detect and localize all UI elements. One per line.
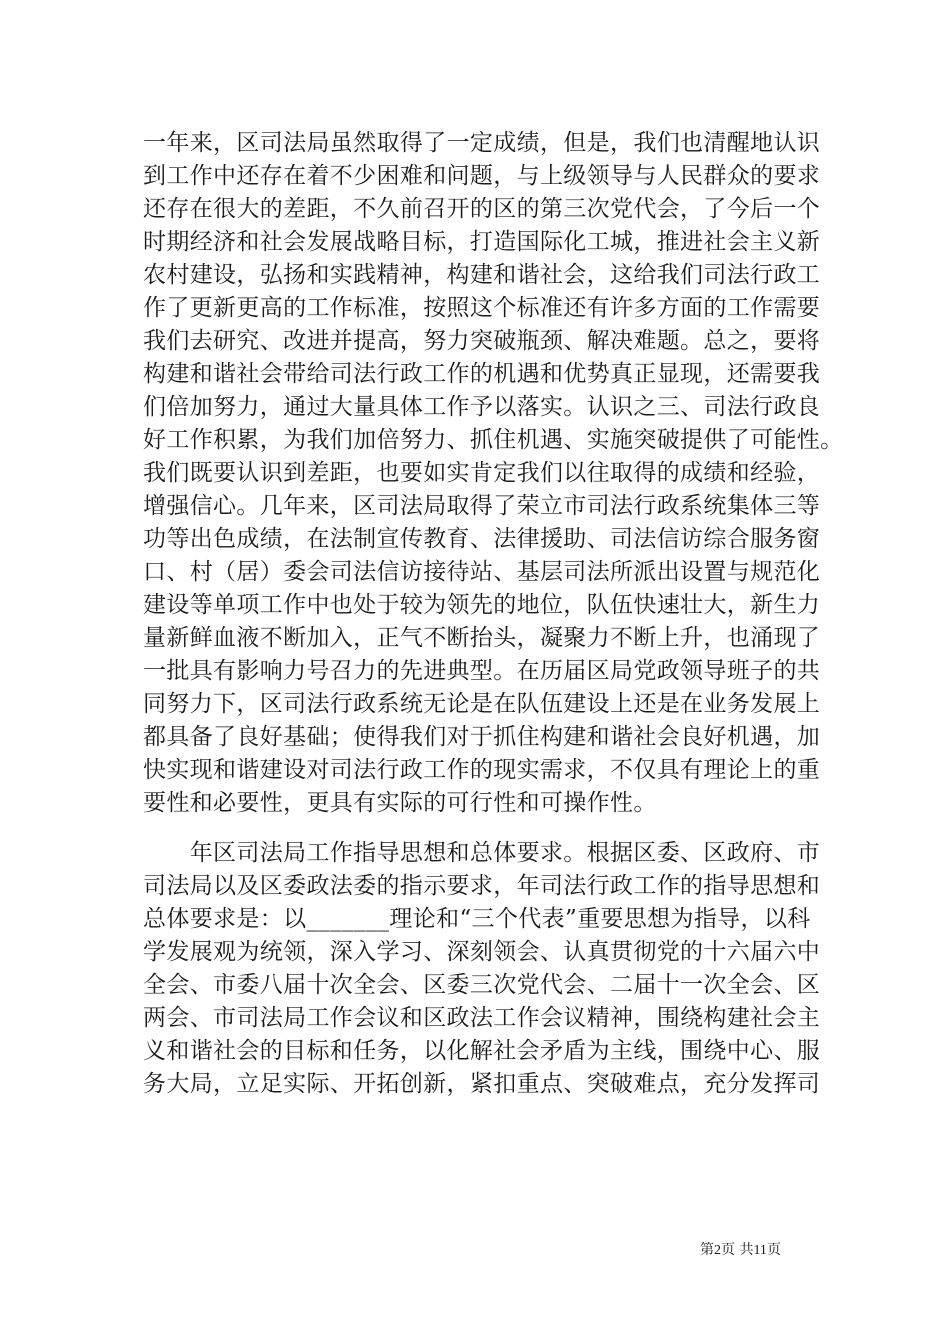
text-line: 我们去研究、改进并提高，努力突破瓶颈、解决难题。总之，要将 bbox=[143, 328, 821, 354]
total-pages-number: 11 bbox=[753, 1243, 767, 1258]
text-line: 好工作积累，为我们加倍努力、抓住机遇、实施突破提供了可能性。 bbox=[143, 427, 844, 453]
text-line: 要性和必要性，更具有实际的可行性和可操作性。 bbox=[143, 790, 657, 816]
text-line: 一年来，区司法局虽然取得了一定成绩，但是，我们也清醒地认识 bbox=[143, 130, 821, 156]
text-line: 农村建设，弘扬和实践精神，构建和谐社会，这给我们司法行政工 bbox=[143, 262, 821, 288]
footer-suffix: 页 bbox=[766, 1242, 781, 1258]
text-line: 还存在很大的差距，不久前召开的区的第三次党代会，了今后一个 bbox=[143, 196, 821, 222]
text-line: 同努力下，区司法行政系统无论是在队伍建设上还是在业务发展上 bbox=[143, 691, 821, 717]
text-line: 建设等单项工作中也处于较为领先的地位，队伍快速壮大，新生力 bbox=[143, 592, 821, 618]
text-line: 时期经济和社会发展战略目标，打造国际化工城，推进社会主义新 bbox=[143, 229, 821, 255]
text-line: 们倍加努力，通过大量具体工作予以落实。认识之三、司法行政良 bbox=[143, 394, 821, 420]
text-line: 量新鲜血液不断加入，正气不断抬头，凝聚力不断上升，也涌现了 bbox=[143, 625, 821, 651]
text-line: 全会、市委八届十次全会、区委三次党代会、二届十一次全会、区 bbox=[143, 972, 821, 998]
text-line: 作了更新更高的工作标准，按照这个标准还有许多方面的工作需要 bbox=[143, 295, 821, 321]
text-line: 构建和谐社会带给司法行政工作的机遇和优势真正显现，还需要我 bbox=[143, 361, 821, 387]
text-line: 到工作中还存在着不少困难和问题，与上级领导与人民群众的要求 bbox=[143, 163, 821, 189]
text-line: 一批具有影响力号召力的先进典型。在历届区局党政领导班子的共 bbox=[143, 658, 821, 684]
text-line: 两会、市司法局工作会议和区政法工作会议精神，围绕构建社会主 bbox=[143, 1005, 821, 1031]
text-line: 增强信心。几年来，区司法局取得了荣立市司法行政系统集体三等 bbox=[143, 493, 821, 519]
text-line: 义和谐社会的目标和任务，以化解社会矛盾为主线，围绕中心、服 bbox=[143, 1038, 821, 1064]
text-line: 快实现和谐建设对司法行政工作的现实需求，不仅具有理论上的重 bbox=[143, 757, 821, 783]
current-page-number: 2 bbox=[714, 1243, 721, 1258]
text-line: 口、村（居）委会司法信访接待站、基层司法所派出设置与规范化 bbox=[143, 559, 821, 585]
text-line: 年区司法局工作指导思想和总体要求。根据区委、区政府、市 bbox=[143, 840, 821, 866]
text-line: 我们既要认识到差距，也要如实肯定我们以往取得的成绩和经验， bbox=[143, 460, 821, 486]
text-line: 功等出色成绩，在法制宣传教育、法律援助、司法信访综合服务窗 bbox=[143, 526, 821, 552]
text-line: 学发展观为统领，深入学习、深刻领会、认真贯彻党的十六届六中 bbox=[143, 939, 821, 965]
footer-prefix: 第 bbox=[700, 1242, 714, 1258]
text-line: 都具备了良好基础；使得我们对于抓住构建和谐社会良好机遇，加 bbox=[143, 724, 821, 750]
footer-middle: 页 共 bbox=[721, 1242, 754, 1258]
page-number-footer bbox=[700, 1241, 781, 1260]
text-line: 务大局，立足实际、开拓创新，紧扣重点、突破难点，充分发挥司 bbox=[143, 1071, 821, 1097]
text-line: 司法局以及区委政法委的指示要求，年司法行政工作的指导思想和 bbox=[143, 873, 821, 899]
text-line: 总体要求是：以_______理论和“三个代表”重要思想为指导，以科 bbox=[143, 906, 811, 932]
